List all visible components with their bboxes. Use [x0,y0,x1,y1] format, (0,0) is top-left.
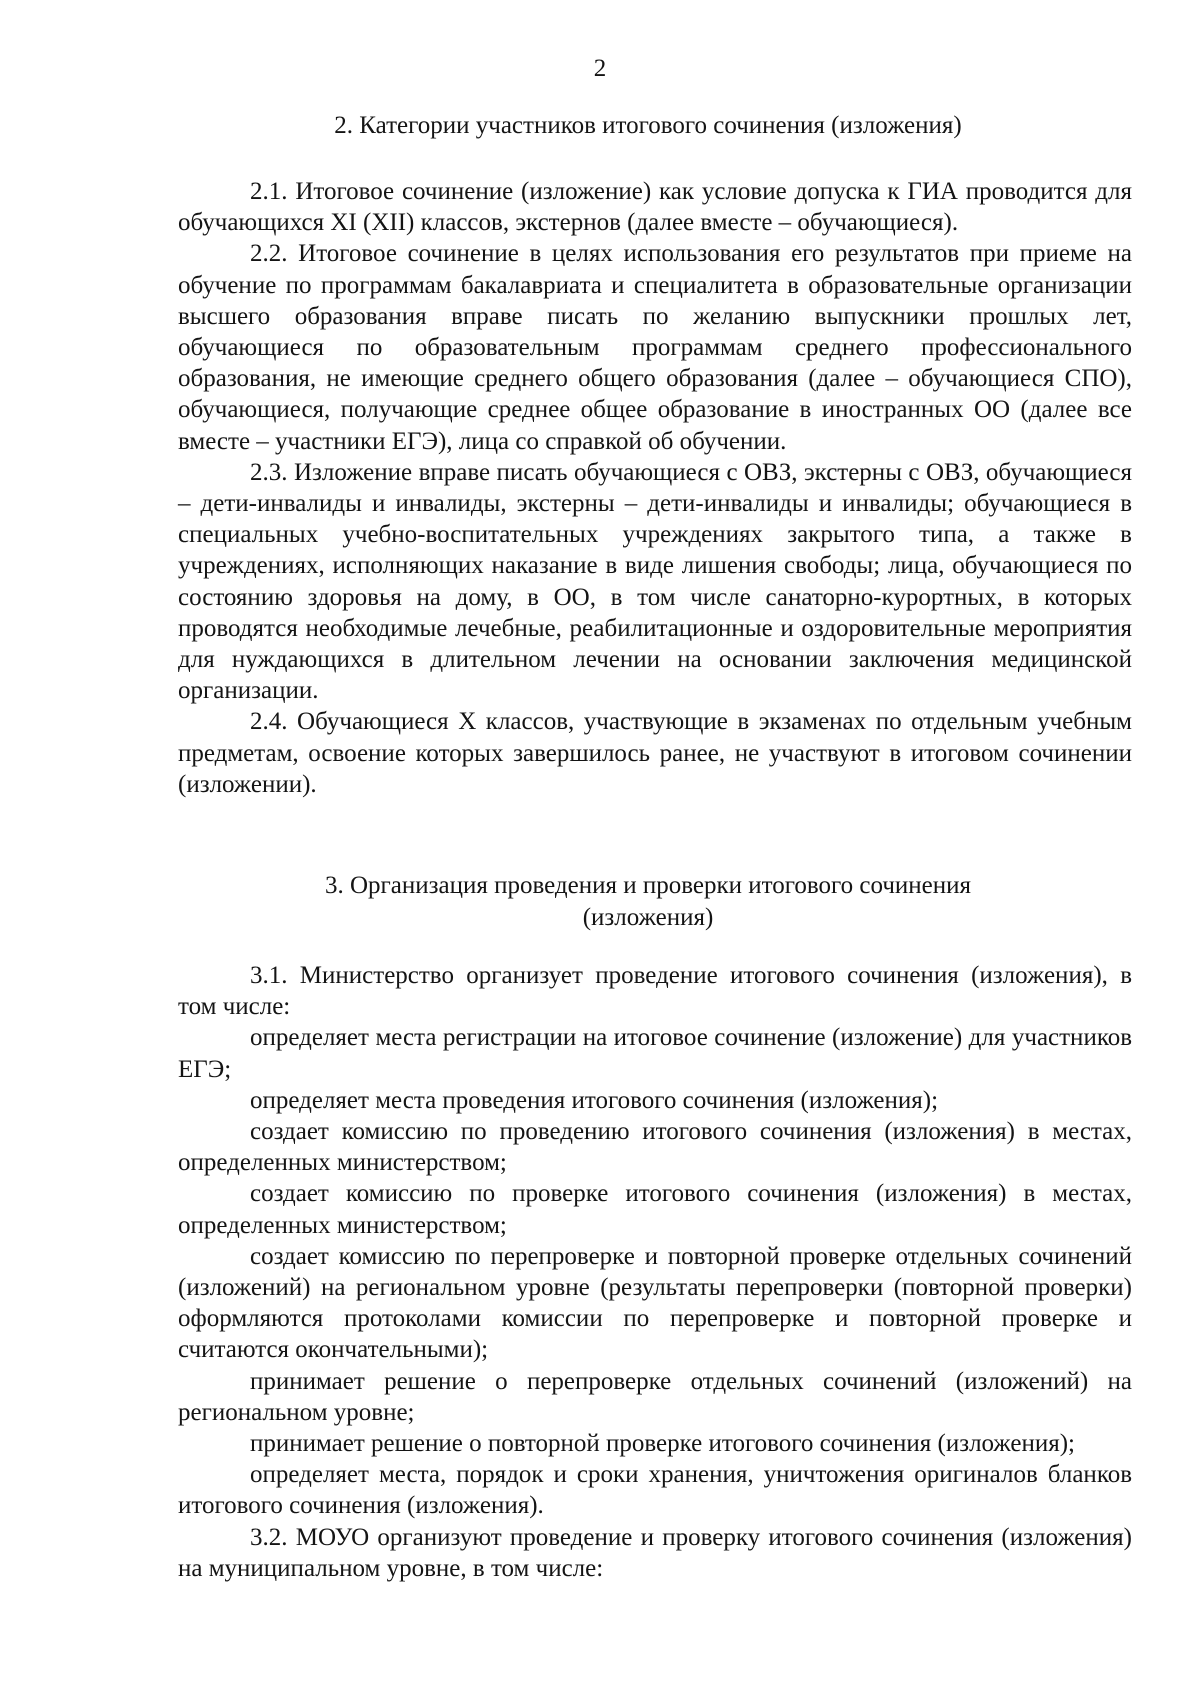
list-item: принимает решение о перепроверке отдельных сочинений (изложений) на региональном уровне; [178,1367,1132,1426]
paragraph-2-1: 2.1. Итоговое сочинение (изложение) как условие допуска к ГИА проводится для обучающихся XI (XII) классов, экстернов (далее вместе – обучающиеся). [178,178,1132,237]
paragraph-2-2: 2.2. Итоговое сочинение в целях использования его результатов при приеме на обучение по программам бакалавриата и специалитета в образовательные организации высшего образования вправе писать по желанию выпускники прошлых лет, обучающиеся по образовательным программам среднего профессионального образования, не имеющие среднего общего образования (далее – обучающиеся СПО), обучающиеся, получающие среднее общее образование в иностранных ОО (далее все вместе – участники ЕГЭ), лица со справкой об обучении. [178,240,1132,455]
list-item: принимает решение о повторной проверке итогового сочинения (изложения); [250,1430,1075,1458]
list-item: определяет места, порядок и сроки хранения, уничтожения оригиналов бланков итогового сочинения (изложения). [178,1461,1132,1520]
section-2-body [178,176,1132,800]
paragraph-3-2: 3.2. МОУО организуют проведение и проверку итогового сочинения (изложения) на муниципальном уровне, в том числе: [178,1523,1132,1582]
page-number: 2 [593,55,607,82]
paragraph-3-1: 3.1. Министерство организует проведение итогового сочинения (изложения), в том числе: [178,962,1132,1021]
section-3-heading-line-2: (изложения) [582,904,714,931]
paragraph-2-4: 2.4. Обучающиеся X классов, участвующие в экзаменах по отдельным учебным предметам, освоение которых завершилось ранее, не участвуют в итоговом сочинении (изложении). [178,708,1132,798]
list-item: создает комиссию по проверке итогового сочинения (изложения) в местах, определенных министерством; [178,1180,1132,1239]
section-3-body [178,960,1132,1584]
list-item: создает комиссию по перепроверке и повторной проверке отдельных сочинений (изложений) на региональном уровне (результаты перепроверки (повторной проверки) оформляются протоколами комиссии по перепроверке и повторной проверке и считаются окончательными); [178,1242,1132,1364]
list-item: определяет места регистрации на итоговое сочинение (изложение) для участников ЕГЭ; [178,1024,1132,1083]
section-3-heading [48,870,1200,934]
list-item: определяет места проведения итогового сочинения (изложения); [250,1086,939,1114]
list-item: создает комиссию по проведению итогового сочинения (изложения) в местах, определенных министерством; [178,1118,1132,1177]
section-3-heading-line-1: 3. Организация проведения и проверки итогового сочинения [324,872,972,899]
paragraph-2-3: 2.3. Изложение вправе писать обучающиеся с ОВЗ, экстерны с ОВЗ, обучающиеся – дети-инвалиды и инвалиды, экстерны – дети-инвалиды и инвалиды; обучающиеся в специальных учебно-воспитательных учреждениях закрытого типа, а также в учреждениях, исполняющих наказание в виде лишения свободы; лица, обучающиеся по состоянию здоровья на дому, в ОО, в том числе санаторно-курортных, в которых проводятся необходимые лечебные, реабилитационные и оздоровительные мероприятия для нуждающихся в длительном лечении на основании заключения медицинской организации. [178,458,1132,705]
section-2-heading: 2. Категории участников итогового сочинения (изложения) [334,112,962,139]
